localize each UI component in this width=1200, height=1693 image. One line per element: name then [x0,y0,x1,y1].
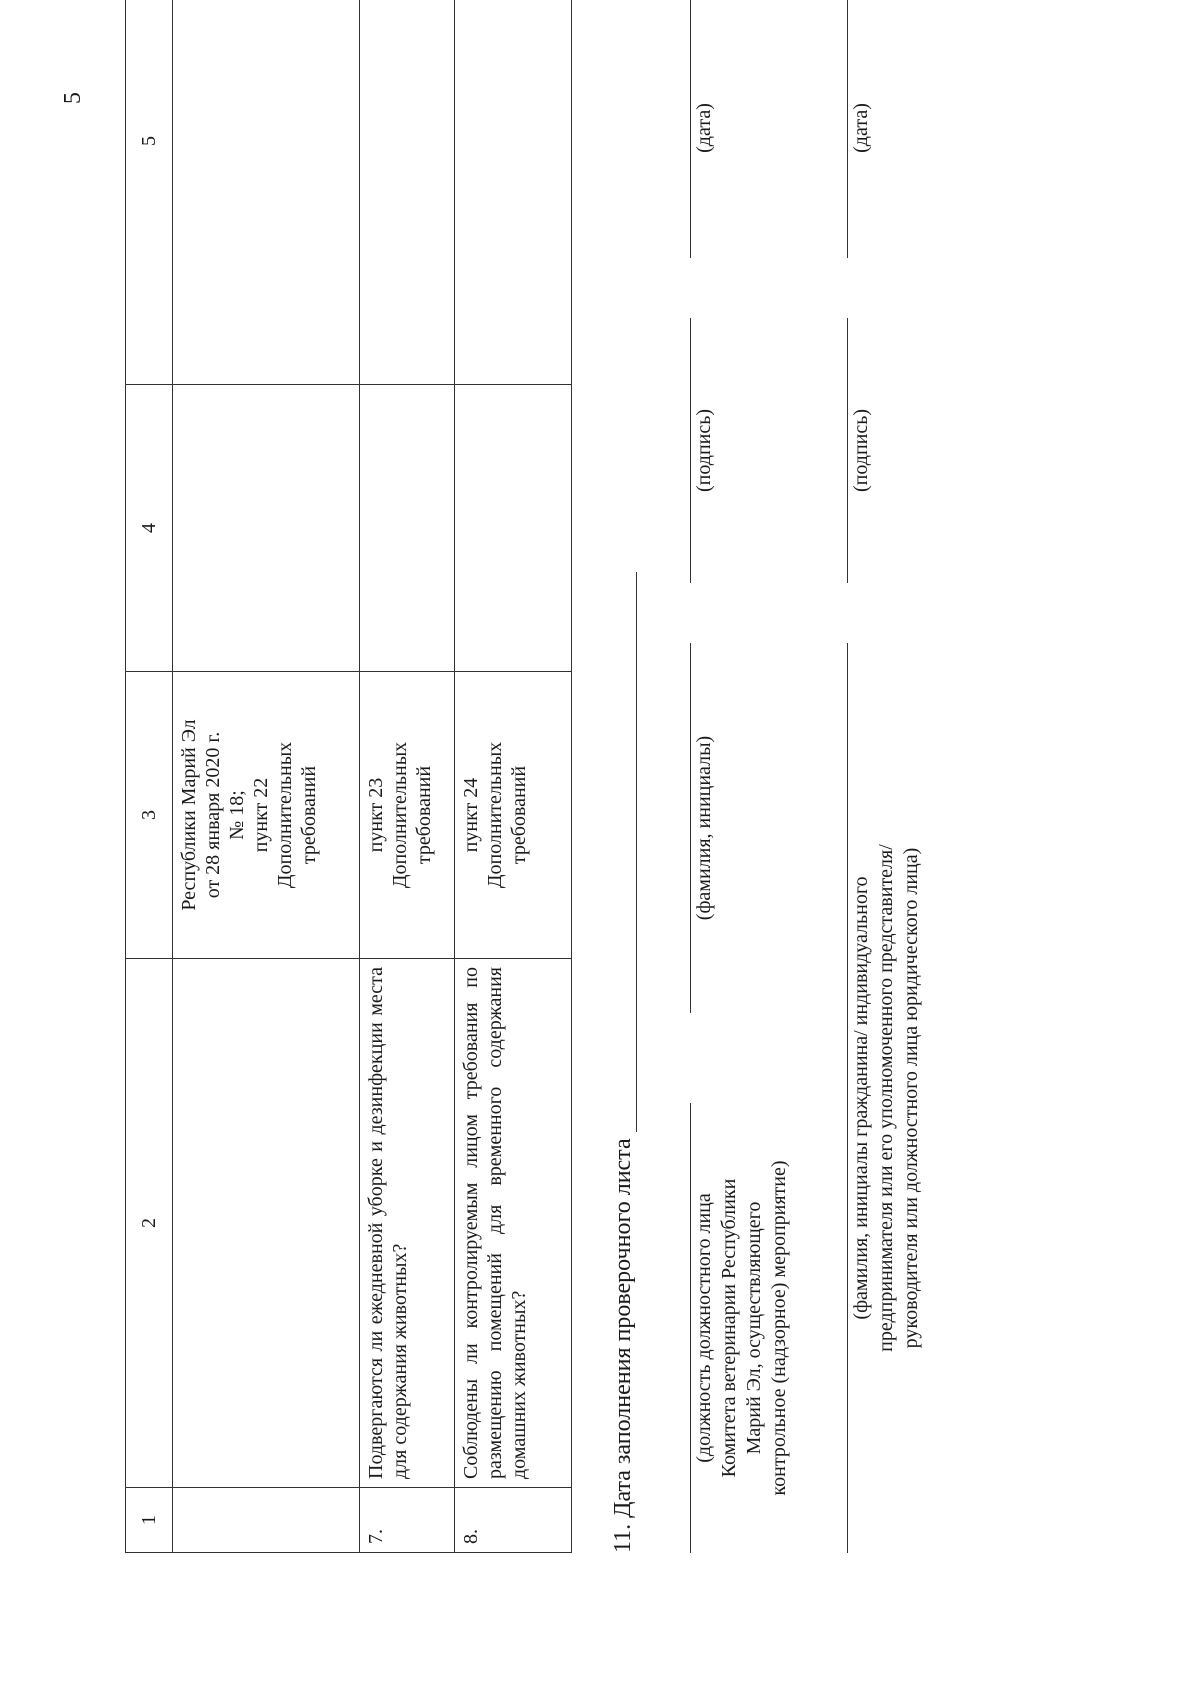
reference-line: Дополнительных [274,741,296,889]
header-col-5: 5 [126,0,173,385]
header-col-4: 4 [126,385,173,672]
controlled-person-line[interactable] [847,643,848,1553]
reference-line: пункт 22 [250,777,272,853]
table-row-8 [455,0,572,1553]
reference-line: требований [508,765,530,865]
official-signature-caption: (подпись) [693,408,715,493]
official-date-caption: (дата) [693,103,715,153]
reference-line: Республики Марий Эл [178,719,200,911]
official-position-line[interactable] [690,1103,691,1553]
note-cell[interactable] [360,0,455,385]
answer-cell[interactable] [173,385,360,672]
note-cell[interactable] [173,0,360,385]
question-text: Соблюдены ли контролируемым лицом требования по размещению помещений для временного содержания домашних животных? [455,959,572,1488]
official-name-caption: (фамилия, инициалы) [693,735,715,921]
table-header-row [126,0,173,1553]
controlled-person-caption: (фамилия, инициалы гражданина/ индивидуального предпринимателя или его уполномоченного представителя/ руководителя или должностного лица юридического лица) [850,844,922,1352]
reference-line: пункт 24 [460,777,482,853]
checklist-table [125,0,572,1553]
table-row-continued [173,0,360,1553]
header-col-2: 2 [126,959,173,1488]
reference-line: требований [298,765,320,865]
answer-cell[interactable] [455,385,572,672]
row-number: 7. [360,1488,455,1553]
question-text: Подвергаются ли ежедневной уборке и дезинфекции места для содержания животных? [360,959,455,1488]
controlled-signature-line[interactable] [847,318,848,583]
reference-line: № 18; [226,790,248,840]
reference-cell [360,672,455,959]
reference-cell-continued [173,672,360,959]
header-col-3: 3 [126,672,173,959]
fill-date-line [610,572,637,1553]
reference-line: от 28 января 2020 г. [202,731,224,899]
reference-line: требований [413,765,435,865]
answer-cell[interactable] [360,385,455,672]
table-row-7 [360,0,455,1553]
row-number: 8. [455,1488,572,1553]
reference-line: пункт 23 [365,777,387,853]
official-date-line[interactable] [690,0,691,258]
reference-cell [455,672,572,959]
fill-date-field[interactable] [614,572,637,1132]
controlled-date-line[interactable] [847,0,848,258]
page-number: 5 [60,92,86,104]
fill-date-label: 11. Дата заполнения проверочного листа [610,1138,636,1553]
controlled-signature-caption: (подпись) [850,408,872,493]
controlled-date-caption: (дата) [850,103,872,153]
reference-line: Дополнительных [484,741,506,889]
official-signature-line[interactable] [690,318,691,583]
official-name-line[interactable] [690,643,691,1013]
official-position-caption: (должность должностного лица Комитета ветеринарии Республики Марий Эл, осуществляющего контрольное (надзорное) мероприятие) [693,1160,790,1496]
note-cell[interactable] [455,0,572,385]
header-col-1: 1 [126,1488,173,1553]
reference-line: Дополнительных [389,741,411,889]
